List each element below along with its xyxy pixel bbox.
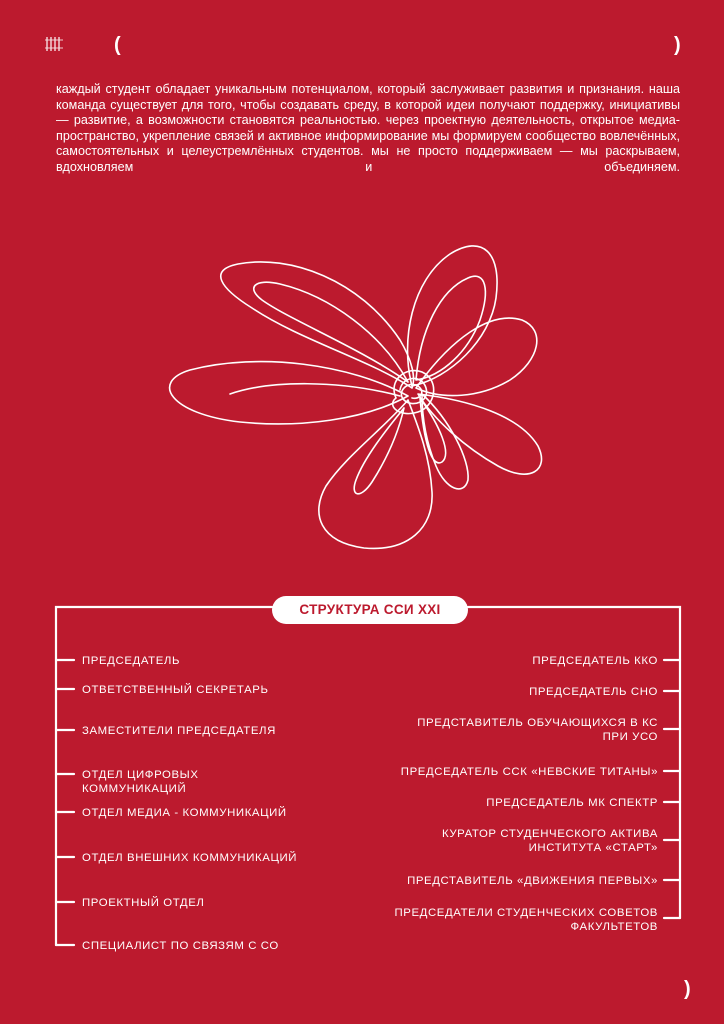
left-item-so-liaison [82, 939, 279, 953]
left-item-label: СПЕЦИАЛИСТ ПО СВЯЗЯМ С СО [82, 940, 279, 952]
left-item-external-comms [82, 851, 297, 865]
left-item-label: ОТДЕЛ МЕДИА - КОММУНИКАЦИЙ [82, 807, 287, 819]
right-item-label: КУРАТОР СТУДЕНЧЕСКОГО АКТИВА [441, 828, 658, 840]
left-item-label: ЗАМЕСТИТЕЛИ ПРЕДСЕДАТЕЛЯ [82, 725, 276, 737]
structure-title: СТРУКТУРА ССИ XXI [272, 596, 468, 624]
intro-paragraph: каждый студент обладает уникальным потенциалом, который заслуживает развития и признания. наша команда существует для того, чтобы создавать среду, в которой идеи получают поддержку, инициативы — развитие, а возможности становятся реальностью. через проектную деятельность, открытое медиа-пространство, укрепление связей и активное информирование мы формируем сообщество вовлечённых, самостоятельных и целеустремлённых студентов. мы не просто поддерживаем — мы раскрываем, вдохновляем и объединяем. [56, 82, 680, 174]
left-item-deputies [82, 724, 276, 738]
left-item-chairman [82, 654, 180, 668]
left-item-label: ПРОЕКТНЫЙ ОТДЕЛ [82, 897, 205, 909]
right-item-label: ПРЕДСТАВИТЕЛЬ ОБУЧАЮЩИХСЯ В КС [417, 717, 658, 729]
right-item-mk-spektr-chair [486, 796, 658, 810]
right-item-label: ПРЕДСЕДАТЕЛЬ МК СПЕКТР [486, 797, 658, 809]
left-item-digital-comms [82, 768, 199, 796]
right-item-label: ПРЕДСЕДАТЕЛЬ СНО [529, 686, 658, 698]
right-item-ssk-chair [401, 765, 658, 779]
right-item-kko-chair [532, 654, 658, 668]
left-item-label: ОТВЕТСТВЕННЫЙ СЕКРЕТАРЬ [82, 684, 269, 696]
right-item-label: ПРЕДСТАВИТЕЛЬ «ДВИЖЕНИЯ ПЕРВЫХ» [407, 875, 658, 887]
right-item-label: ПРЕДСЕДАТЕЛЬ ССК «НЕВСКИЕ ТИТАНЫ» [400, 766, 658, 778]
right-item-faculty-councils [394, 906, 658, 934]
right-item-ks-representative [417, 716, 658, 744]
left-item-label: ОТДЕЛ ВНЕШНИХ КОММУНИКАЦИЙ [82, 852, 298, 864]
left-item-label-line2: КОММУНИКАЦИЙ [82, 783, 187, 795]
right-item-first-movement [407, 874, 658, 888]
right-item-label-line2: ФАКУЛЬТЕТОВ [570, 921, 658, 933]
right-item-start-curator [442, 827, 658, 855]
right-item-label: ПРЕДСЕДАТЕЛЬ ККО [532, 655, 658, 667]
left-item-secretary [82, 683, 269, 697]
right-item-label-line2: ПРИ УСО [602, 731, 658, 743]
left-item-label: ОТДЕЛ ЦИФРОВЫХ [82, 769, 199, 781]
left-item-media-comms [82, 806, 287, 820]
header-close-paren: ) [674, 34, 681, 56]
footer-close-paren: ) [684, 978, 691, 1000]
header-open-paren: ( [114, 34, 121, 56]
left-item-label: ПРЕДСЕДАТЕЛЬ [82, 655, 181, 667]
right-item-sno-chair [529, 685, 658, 699]
left-item-project-dept [82, 896, 204, 910]
right-item-label-line2: ИНСТИТУТА «СТАРТ» [528, 842, 658, 854]
right-item-label: ПРЕДСЕДАТЕЛИ СТУДЕНЧЕСКИХ СОВЕТОВ [394, 907, 658, 919]
